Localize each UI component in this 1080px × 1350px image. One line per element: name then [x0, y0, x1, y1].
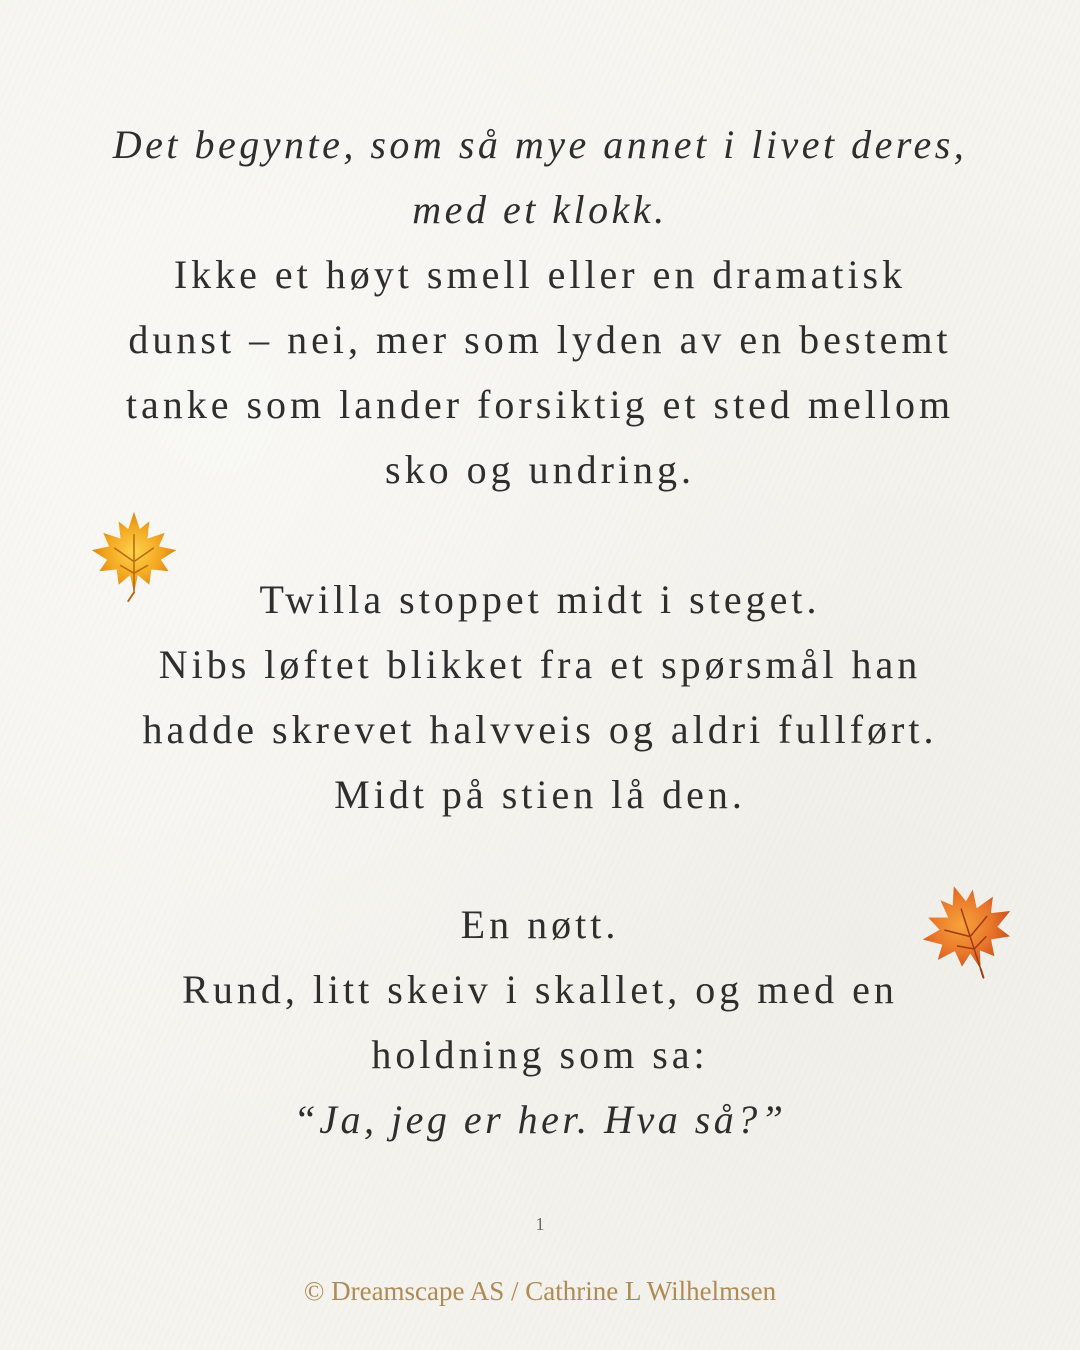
maple-leaf-icon — [86, 506, 182, 602]
story-line: holdning som sa: — [371, 1032, 709, 1077]
story-text — [0, 112, 1080, 1152]
copyright-notice: © Dreamscape AS / Cathrine L Wilhelmsen — [303, 1276, 777, 1306]
story-line: dunst – nei, mer som lyden av en bestemt — [128, 317, 952, 362]
story-line: Midt på stien lå den. — [334, 772, 746, 817]
story-line: med et klokk. — [412, 187, 668, 232]
maple-leaf-icon — [918, 880, 1018, 980]
story-line: Nibs løftet blikket fra et spørsmål han — [158, 642, 922, 687]
story-line: En nøtt. — [460, 902, 620, 947]
story-line: “Ja, jeg er her. Hva så?” — [293, 1097, 787, 1142]
story-line: hadde skrevet halvveis og aldri fullført. — [142, 707, 938, 752]
story-line: Twilla stoppet midt i steget. — [259, 577, 821, 622]
story-line: Det begynte, som så mye annet i livet deres, — [112, 122, 968, 167]
story-line: sko og undring. — [385, 447, 695, 492]
story-line: tanke som lander forsiktig et sted mellom — [125, 382, 955, 427]
story-line: Ikke et høyt smell eller en dramatisk — [173, 252, 907, 297]
story-line: Rund, litt skeiv i skallet, og med en — [182, 967, 898, 1012]
page-number: 1 — [535, 1214, 545, 1234]
